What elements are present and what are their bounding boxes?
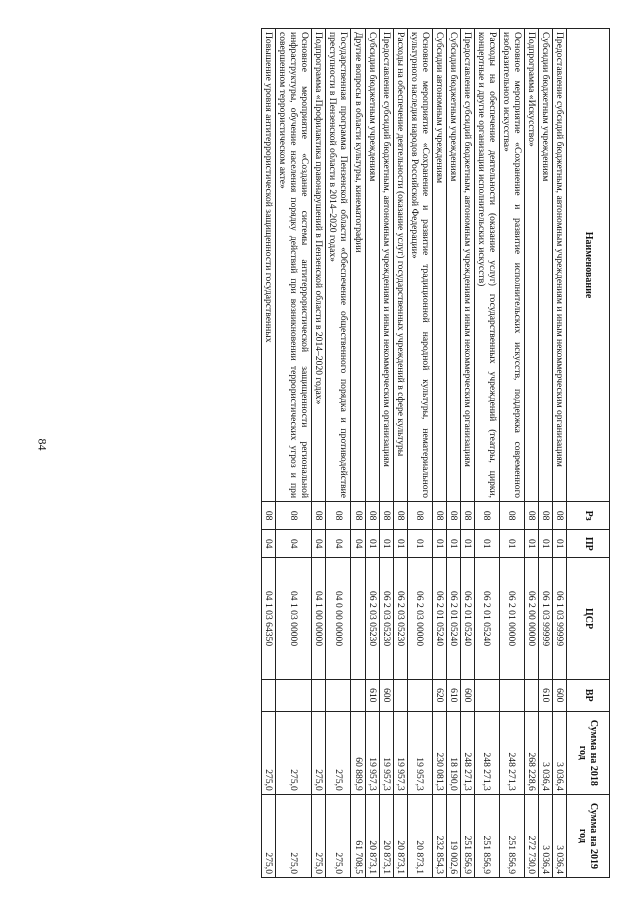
cell-sum-2019: 275,0 <box>312 794 326 877</box>
cell-pr: 04 <box>351 530 365 558</box>
cell-sum-2018: 275,0 <box>276 711 312 794</box>
cell-csr: 06 2 01 05240 <box>446 558 460 679</box>
cell-vr <box>474 679 499 711</box>
budget-table <box>261 28 610 878</box>
cell-sum-2019: 20 873,1 <box>393 794 407 877</box>
cell-rz: 08 <box>474 502 499 530</box>
table-row <box>432 29 446 878</box>
cell-sum-2019: 275,0 <box>276 794 312 877</box>
header-csr: ЦСР <box>567 558 610 679</box>
cell-rz: 08 <box>351 502 365 530</box>
cell-sum-2018: 248 271,3 <box>499 711 524 794</box>
cell-pr: 01 <box>460 530 474 558</box>
table-row <box>326 29 351 878</box>
cell-rz: 08 <box>365 502 379 530</box>
cell-csr: 06 2 03 00000 <box>407 558 432 679</box>
table-row <box>312 29 326 878</box>
table-row <box>407 29 432 878</box>
cell-csr: 04 1 03 64350 <box>262 558 276 679</box>
cell-vr: 610 <box>538 679 552 711</box>
cell-vr <box>262 679 276 711</box>
cell-pr: 04 <box>276 530 312 558</box>
cell-vr: 600 <box>379 679 393 711</box>
cell-vr <box>407 679 432 711</box>
cell-pr: 01 <box>432 530 446 558</box>
rotated-page <box>60 28 610 878</box>
cell-rz: 08 <box>538 502 552 530</box>
table-row <box>446 29 460 878</box>
cell-csr: 06 2 01 00000 <box>499 558 524 679</box>
cell-name: Основное мероприятие «Сохранение и развитие исполнительских искусств, поддержка современного изобразительного искусства» <box>499 29 524 502</box>
cell-rz: 08 <box>460 502 474 530</box>
cell-vr <box>524 679 538 711</box>
table-row <box>365 29 379 878</box>
header-sum-2019: Сумма на 2019 год <box>567 794 610 877</box>
header-name: Наименование <box>567 29 610 502</box>
cell-sum-2018: 18 190,0 <box>446 711 460 794</box>
cell-sum-2018: 19 957,3 <box>365 711 379 794</box>
cell-vr <box>326 679 351 711</box>
table-row <box>351 29 365 878</box>
cell-csr: 04 1 00 00000 <box>312 558 326 679</box>
cell-name: Повышение уровня антитеррористической защищенности государственных <box>262 29 276 502</box>
cell-name: Субсидии бюджетным учреждениям <box>365 29 379 502</box>
cell-name: Основное мероприятие «Создание системы антитеррористической защищенности региональной инфраструктуры, обучение населения порядку действий при возникновении террористических угроз и при совершенном террористическом акте» <box>276 29 312 502</box>
cell-rz: 08 <box>276 502 312 530</box>
cell-sum-2018: 275,0 <box>262 711 276 794</box>
cell-vr: 600 <box>552 679 566 711</box>
cell-vr <box>393 679 407 711</box>
cell-sum-2018: 268 228,6 <box>524 711 538 794</box>
cell-pr: 01 <box>407 530 432 558</box>
header-pr: ПР <box>567 530 610 558</box>
cell-sum-2019: 20 873,1 <box>365 794 379 877</box>
cell-pr: 01 <box>538 530 552 558</box>
cell-name: Субсидии автономным учреждениям <box>432 29 446 502</box>
cell-rz: 08 <box>524 502 538 530</box>
cell-sum-2019: 19 002,6 <box>446 794 460 877</box>
cell-pr: 04 <box>262 530 276 558</box>
cell-sum-2018: 3 036,4 <box>538 711 552 794</box>
cell-csr: 06 2 03 05230 <box>379 558 393 679</box>
cell-sum-2019: 20 873,1 <box>407 794 432 877</box>
cell-csr: 06 2 03 05230 <box>393 558 407 679</box>
table-row <box>393 29 407 878</box>
table-row <box>262 29 276 878</box>
table-row <box>474 29 499 878</box>
cell-pr: 01 <box>552 530 566 558</box>
cell-sum-2019: 251 856,9 <box>474 794 499 877</box>
cell-csr: 04 0 00 00000 <box>326 558 351 679</box>
cell-name: Субсидии бюджетным учреждениям <box>446 29 460 502</box>
cell-csr: 04 1 03 00000 <box>276 558 312 679</box>
cell-sum-2018: 248 271,3 <box>460 711 474 794</box>
table-row <box>276 29 312 878</box>
cell-sum-2019: 251 856,9 <box>499 794 524 877</box>
cell-name: Подпрограмма «Искусство» <box>524 29 538 502</box>
cell-csr: 06 1 03 99999 <box>538 558 552 679</box>
cell-name: Предоставление субсидий бюджетным, автономным учреждениям и иным некоммерческим организациям <box>460 29 474 502</box>
cell-sum-2019: 272 730,0 <box>524 794 538 877</box>
cell-rz: 08 <box>499 502 524 530</box>
cell-sum-2018: 19 957,3 <box>393 711 407 794</box>
cell-sum-2018: 275,0 <box>326 711 351 794</box>
cell-name: Предоставление субсидий бюджетным, автономным учреждениям и иным некоммерческим организациям <box>379 29 393 502</box>
cell-pr: 01 <box>499 530 524 558</box>
cell-vr <box>351 679 365 711</box>
table-row <box>379 29 393 878</box>
cell-rz: 08 <box>407 502 432 530</box>
cell-pr: 01 <box>446 530 460 558</box>
cell-sum-2018: 60 889,9 <box>351 711 365 794</box>
header-rz: Рз <box>567 502 610 530</box>
cell-sum-2019: 61 708,5 <box>351 794 365 877</box>
table-row <box>524 29 538 878</box>
cell-name: Расходы на обеспечение деятельности (оказание услуг) государственных учреждений (театры, цирки, концертные и другие организации исполнительских искусств) <box>474 29 499 502</box>
cell-sum-2018: 248 271,3 <box>474 711 499 794</box>
cell-rz: 08 <box>432 502 446 530</box>
cell-vr <box>312 679 326 711</box>
cell-name: Предоставление субсидий бюджетным, автономным учреждениям и иным некоммерческим организациям <box>552 29 566 502</box>
page-number: 84 <box>35 438 50 451</box>
cell-sum-2018: 275,0 <box>312 711 326 794</box>
cell-pr: 04 <box>312 530 326 558</box>
cell-csr: 06 2 01 05240 <box>460 558 474 679</box>
cell-name: Подпрограмма «Профилактика правонарушений в Пензенской области в 2014–2020 годах» <box>312 29 326 502</box>
table-header-row <box>567 29 610 878</box>
cell-sum-2019: 20 873,1 <box>379 794 393 877</box>
cell-sum-2019: 275,0 <box>326 794 351 877</box>
cell-rz: 08 <box>262 502 276 530</box>
cell-vr <box>276 679 312 711</box>
cell-sum-2019: 3 036,4 <box>552 794 566 877</box>
cell-sum-2019: 3 036,4 <box>538 794 552 877</box>
cell-pr: 01 <box>524 530 538 558</box>
cell-sum-2019: 232 854,3 <box>432 794 446 877</box>
cell-csr: 06 2 00 00000 <box>524 558 538 679</box>
cell-csr: 06 2 01 05240 <box>474 558 499 679</box>
header-vr: ВР <box>567 679 610 711</box>
cell-rz: 08 <box>446 502 460 530</box>
cell-vr: 610 <box>446 679 460 711</box>
cell-name: Государственная программа Пензенской области «Обеспечение общественного порядка и противодействие преступности в Пензенской области в 2014–2020 годах» <box>326 29 351 502</box>
cell-csr: 06 1 03 99999 <box>552 558 566 679</box>
cell-rz: 08 <box>552 502 566 530</box>
cell-pr: 01 <box>365 530 379 558</box>
cell-pr: 01 <box>474 530 499 558</box>
cell-vr: 610 <box>365 679 379 711</box>
cell-rz: 08 <box>393 502 407 530</box>
header-sum-2018: Сумма на 2018 год <box>567 711 610 794</box>
cell-csr <box>351 558 365 679</box>
cell-sum-2018: 230 081,3 <box>432 711 446 794</box>
cell-pr: 01 <box>393 530 407 558</box>
cell-sum-2019: 251 856,9 <box>460 794 474 877</box>
table-row <box>552 29 566 878</box>
cell-name: Субсидии бюджетным учреждениям <box>538 29 552 502</box>
cell-rz: 08 <box>379 502 393 530</box>
cell-rz: 08 <box>312 502 326 530</box>
cell-csr: 06 2 03 05230 <box>365 558 379 679</box>
cell-pr: 01 <box>379 530 393 558</box>
cell-vr: 620 <box>432 679 446 711</box>
cell-sum-2018: 3 036,4 <box>552 711 566 794</box>
cell-name: Расходы на обеспечение деятельности (оказание услуг) государственных учреждений в сфере культуры <box>393 29 407 502</box>
table-row <box>538 29 552 878</box>
cell-sum-2018: 19 957,3 <box>407 711 432 794</box>
table-row <box>460 29 474 878</box>
cell-vr: 600 <box>460 679 474 711</box>
table-row <box>499 29 524 878</box>
cell-name: Другие вопросы в области культуры, кинематографии <box>351 29 365 502</box>
cell-sum-2018: 19 957,3 <box>379 711 393 794</box>
cell-sum-2019: 275,0 <box>262 794 276 877</box>
cell-rz: 08 <box>326 502 351 530</box>
cell-vr <box>499 679 524 711</box>
cell-csr: 06 2 01 05240 <box>432 558 446 679</box>
cell-pr: 04 <box>326 530 351 558</box>
cell-name: Основное мероприятие «Сохранение и развитие традиционной народной культуры, нематериального культурного наследия народов Российской Федерации» <box>407 29 432 502</box>
